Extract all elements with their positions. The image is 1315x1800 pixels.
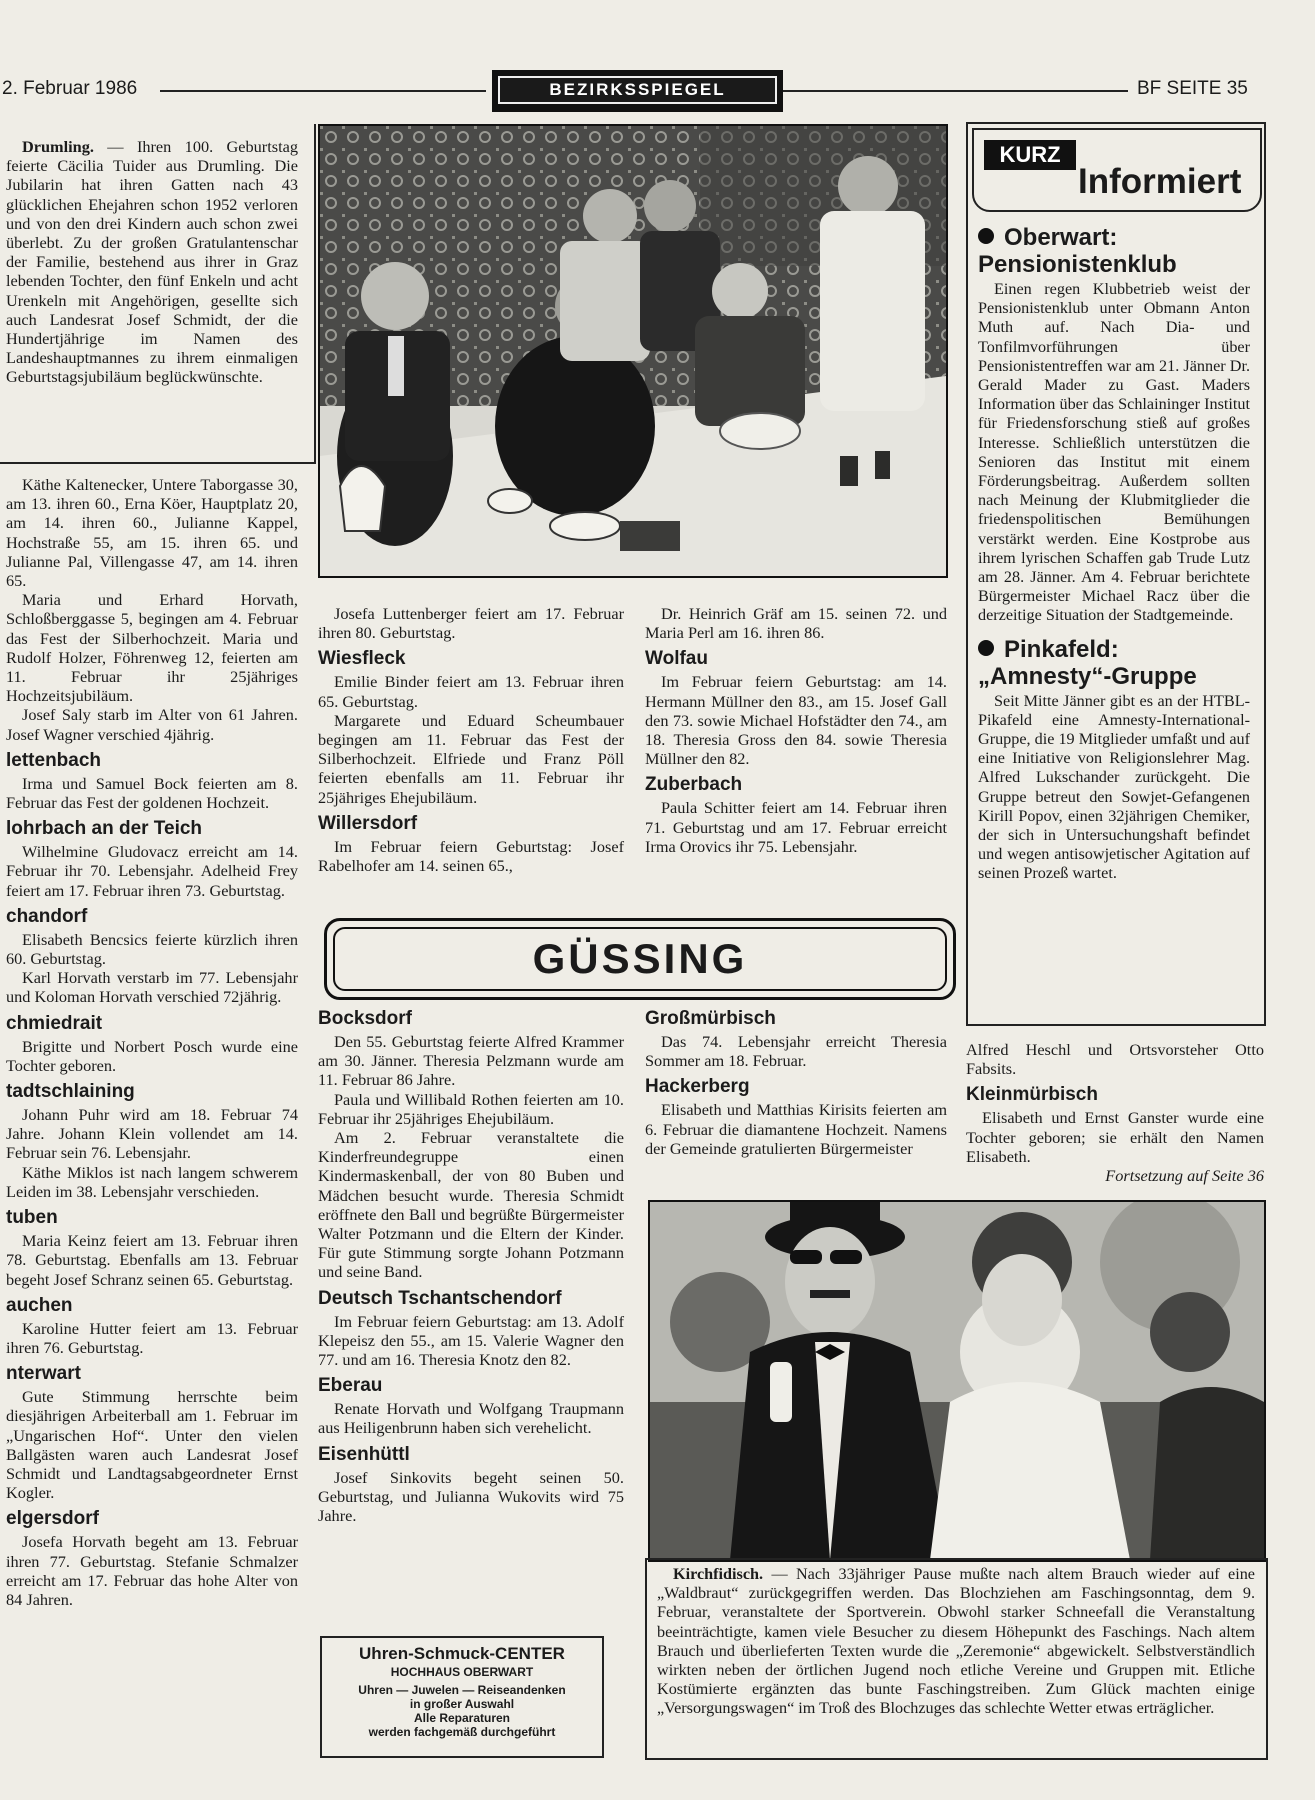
drumling-text: — Ihren 100. Geburtstag feierte Cäcilia Tuider aus Drumling. Die Jubilarin hat ihren Gatten nach 43 glücklichen Ehejahren schon 1952 verloren und von den drei Kindern auch schon zwei überlebt. Zu der großen Gratulantenschar der Familie, bestehend aus ihrer in Graz lebenden Tochter, den fünf Enkeln und acht Urenkeln mit Angehörigen, gesellte sich auch Landesrat Josef Schmidt, der die Hundertjährige im Namen des Landeshauptmannes zu ihrem einmaligen Geburtstagsjubiläum beglückwünschte.: [6, 137, 298, 387]
kurz-item-heading-1: Pinkafeld:: [1004, 635, 1119, 663]
section-paragraph: Elisabeth Bencsics feierte kürzlich ihren 60. Geburtstag.: [6, 929, 298, 969]
kurz-item-heading: [978, 636, 1250, 690]
left-intro-paragraph: Maria und Erhard Horvath, Schloßberggasse 5, begingen am 4. Februar das Fest der Silberhochzeit. Maria und Rudolf Holzer, Föhrenweg 12, feierten am 11. Februar ihr 25jähriges Hochzeitsjubiläum.: [6, 590, 298, 706]
section-heading: Zuberbach: [645, 774, 743, 796]
guessing-column-1: [318, 1008, 624, 1525]
section-paragraph: Paula und Willibald Rothen feierten am 10. Februar ihr 25jähriges Ehejubiläum.: [318, 1089, 624, 1128]
header-rule-left: [160, 90, 486, 92]
section-paragraph: Maria Keinz feiert am 13. Februar ihren 78. Geburtstag. Ebenfalls am 13. Februar begeht Josef Schranz seinen 65. Geburtstag.: [6, 1231, 298, 1289]
issue-date: 2. Februar 1986: [2, 78, 138, 99]
section-heading: chandorf: [6, 905, 88, 927]
section-banner: [492, 70, 783, 112]
birthday-photo-image: [320, 126, 946, 576]
kurz-logo-small: KURZ: [984, 140, 1076, 170]
guessing-title: GÜSSING: [333, 927, 947, 991]
bullet-icon: [978, 228, 994, 244]
kurz-item-heading-2: Pensionistenklub: [978, 251, 1177, 278]
guessing-column-3: [966, 1040, 1264, 1185]
left-intro-paragraph: Käthe Kaltenecker, Untere Taborgasse 30, am 13. ihren 60., Erna Köer, Hauptplatz 20, am 14. ihren 60., Julianne Kappel, Hochstraße 55, am 15. ihren 65. und Julianne Pal, Villengasse 47, am 14. ihren 65.: [6, 475, 298, 591]
section-heading: auchen: [6, 1294, 73, 1316]
section-paragraph: Das 74. Lebensjahr erreicht Theresia Sommer am 18. Februar.: [645, 1032, 947, 1071]
ad-subtitle: HOCHHAUS OBERWART: [390, 1665, 534, 1679]
waldbraut-photo: [648, 1200, 1266, 1562]
section-paragraph: Emilie Binder feiert am 13. Februar ihren 65. Geburtstag.: [318, 672, 624, 711]
section-paragraph: Im Februar feiern Geburtstag: am 14. Hermann Müllner den 83., am 15. Josef Gall den 73. sowie Michael Hofstädter den 74., am 18. Theresia Gross den 84. sowie Theresia Müllner den 82.: [645, 672, 947, 769]
section-heading: nterwart: [6, 1363, 81, 1385]
middle-intro: Josefa Luttenberger feiert am 17. Februar ihren 80. Geburtstag.: [318, 604, 624, 643]
section-heading: Wiesfleck: [318, 648, 406, 670]
guessing-banner: [324, 918, 956, 1000]
middle-top-text: [318, 604, 624, 875]
section-heading: Deutsch Tschantschendorf: [318, 1287, 562, 1309]
waldbraut-photo-image: [650, 1202, 1264, 1560]
photo-caption: [657, 1565, 1255, 1719]
kurz-item-text: Einen regen Klubbetrieb weist der Pensionistenklub unter Obmann Anton Muth auf. Nach Dia- und Tonfilmvorführungen über Pensionistentreffen war am 21. Jänner Dr. Gerald Mader zu Gast. Maders Information über das Schlaininger Institut für Friedensforschung stieß auf großes Interesse. Schließlich unterstützen die Senioren das Institut mit einem Förderungsbeitrag. Außerdem sollten nach Meinung der Klubmitglieder die friedenspolitischen Bemühungen verstärkt werden. Eine Kostprobe aus ihrem lyrischen Schaffen gab Trude Lutz am 28. Jänner. Am 4. Februar berichtete Bürgermeister Michael Racz über die derzeitige Situation der Stadtgemeinde.: [978, 280, 1250, 625]
caption-text: — Nach 33jähriger Pause mußte nach altem Brauch wieder auf eine „Waldbraut“ zurückgegriffen werden. Das Blochziehen am Faschingsonntag, dem 9. Februar, veranstaltete der Sportverein. Obwohl starker Schneefall die Veranstaltung beeinträchtigte, kamen viele Besucher zu diesem Höhepunkt des Faschings. Nach altem Brauch und überlieferten Texten wurde die „Zeremonie“ abgewickelt. Selbstverständlich wirkten neben der örtlichen Jugend noch etliche Vereine und Gruppen mit. Etliche Kostümierte ergänzten das bunte Faschingstreiben. Zum Glück machten einige „Versorgungswagen“ im Troß des Blochzuges das schlechte Wetter etwas erträglicher.: [657, 1565, 1255, 1718]
drumling-article: [6, 137, 298, 387]
page-label: BF SEITE 35: [1137, 78, 1248, 99]
section-paragraph: Wilhelmine Gludovacz erreicht am 14. Februar ihr 70. Lebensjahr. Adelheid Frey feiert am 17. Februar ihren 73. Geburtstag.: [6, 842, 298, 900]
section-paragraph: Am 2. Februar veranstaltete die Kinderfreundegruppe einen Kindermaskenball, der von 80 Buben und Mädchen besucht wurde. Theresia Schmidt eröffnete den Ball und begrüßte Bürgermeister Walter Potzmann und die Eltern der Kinder. Für gute Stimmung sorgte Johann Potzmann und seine Band.: [318, 1128, 624, 1282]
kurz-item-heading-1: Oberwart:: [1004, 224, 1118, 251]
section-paragraph: Josefa Horvath begeht am 13. Februar ihren 77. Geburtstag. Stefanie Schmalzer erreicht am 17. Februar das hohe Alter von 84 Jahren.: [6, 1532, 298, 1609]
kurz-item-heading: [978, 224, 1250, 278]
section-heading: Bocksdorf: [318, 1008, 412, 1029]
right-top-column: [645, 604, 947, 856]
right-intro: Dr. Heinrich Gräf am 15. seinen 72. und Maria Perl am 16. ihren 86.: [645, 604, 947, 643]
section-paragraph: Johann Puhr wird am 18. Februar 74 Jahre. Johann Klein vollendet am 14. Februar sein 76. Lebensjahr.: [6, 1105, 298, 1163]
section-paragraph: Irma und Samuel Bock feierten am 8. Februar das Fest der goldenen Hochzeit.: [6, 773, 298, 813]
ad-line: in großer Auswahl: [409, 1697, 515, 1711]
col3-intro: Alfred Heschl und Ortsvorsteher Otto Fabsits.: [966, 1040, 1264, 1079]
section-heading: Eberau: [318, 1375, 383, 1397]
drumling-rule: [0, 462, 315, 464]
birthday-photo: [318, 124, 948, 578]
kurz-logo-big: Informiert: [1078, 162, 1242, 201]
section-paragraph: Den 55. Geburtstag feierte Alfred Krammer am 30. Jänner. Theresia Pelzmann wurde am 11. Februar 86 Jahre.: [318, 1032, 624, 1090]
kurz-item-text: Seit Mitte Jänner gibt es an der HTBL-Pikafeld eine Amnesty-International-Gruppe, die 19 Mitglieder umfaßt und auf eine Initiative von Religionslehrer Mag. Alfred Lukschander zurückgeht. Die Gruppe betreut den Sowjet-Gefangenen Kirill Popov, einen 32jährigen Chemiker, der sich in Untersuchungshaft befindet und wegen antisowjetischer Agitation auf seinen Prozeß wartet.: [978, 691, 1250, 883]
ad-line: Uhren — Juwelen — Reiseandenken: [358, 1683, 566, 1697]
section-heading: lettenbach: [6, 749, 102, 771]
section-heading: Hackerberg: [645, 1076, 750, 1098]
section-paragraph: Käthe Miklos ist nach langem schwerem Leiden im 38. Lebensjahr verschieden.: [6, 1162, 298, 1201]
section-paragraph: Josef Sinkovits begeht seinen 50. Geburtstag, und Julianna Wukovits wird 75 Jahre.: [318, 1467, 624, 1526]
section-heading: elgersdorf: [6, 1508, 99, 1530]
guessing-column-2: [645, 1008, 947, 1158]
section-title: BEZIRKSSPIEGEL: [498, 76, 777, 104]
section-heading: Wolfau: [645, 648, 708, 670]
section-paragraph: Karoline Hutter feiert am 13. Februar ihren 76. Geburtstag.: [6, 1318, 298, 1357]
section-paragraph: Elisabeth und Ernst Ganster wurde eine Tochter geboren; sie erhält den Namen Elisabeth.: [966, 1108, 1264, 1166]
photo-caption-box: [645, 1558, 1268, 1760]
section-paragraph: Karl Horvath verstarb im 77. Lebensjahr und Koloman Horvath verschied 72jährig.: [6, 968, 298, 1007]
section-paragraph: Im Februar feiern Geburtstag: Josef Rabelhofer am 14. seinen 65.,: [318, 836, 624, 876]
header-rule-right: [783, 90, 1128, 92]
drumling-lead: Drumling.: [22, 137, 94, 156]
uhren-schmuck-ad: [320, 1636, 604, 1758]
drumling-side-rule: [314, 124, 316, 464]
section-heading: Willersdorf: [318, 812, 418, 834]
kurz-items: [978, 220, 1250, 884]
ad-line: Alle Reparaturen: [413, 1711, 511, 1725]
section-paragraph: Gute Stimmung herrschte beim diesjährigen Arbeiterball am 1. Februar im „Ungarischen Hof“. Unter den vielen Ballgästen waren auch Landesrat Josef Schmidt und Landtagsabgeordneter Ernst Kogler.: [6, 1387, 298, 1503]
section-heading: Eisenhüttl: [318, 1443, 410, 1465]
kurz-informiert-box: [966, 122, 1266, 1026]
caption-lead: Kirchfidisch.: [673, 1565, 764, 1583]
bullet-icon: [978, 640, 994, 656]
section-heading: lohrbach an der Teich: [6, 818, 203, 840]
section-paragraph: Renate Horvath und Wolfgang Traupmann aus Heiligenbrunn haben sich verehelicht.: [318, 1399, 624, 1438]
section-heading: chmiedrait: [6, 1012, 103, 1034]
section-paragraph: Elisabeth und Matthias Kirisits feierten am 6. Februar die diamantene Hochzeit. Namens der Gemeinde gratulierten Bürgermeister: [645, 1100, 947, 1158]
section-paragraph: Paula Schitter feiert am 14. Februar ihren 71. Geburtstag und am 17. Februar erreicht Irma Orovics ihr 75. Lebensjahr.: [645, 798, 947, 856]
section-heading: Großmürbisch: [645, 1008, 776, 1029]
section-heading: Kleinmürbisch: [966, 1084, 1098, 1106]
kurz-item-heading-2: „Amnesty“-Gruppe: [978, 662, 1197, 690]
section-paragraph: Margarete und Eduard Scheumbauer begingen am 11. Februar das Fest der Silberhochzeit. Elfriede und Franz Pöll feierten ebenfalls am 11. Februar ihr 25jähriges Ehejubiläum.: [318, 710, 624, 807]
section-heading: tuben: [6, 1207, 58, 1229]
section-heading: tadtschlaining: [6, 1081, 135, 1103]
continued-note: Fortsetzung auf Seite 36: [1105, 1166, 1264, 1186]
left-column: [6, 475, 298, 1609]
section-paragraph: Im Februar feiern Geburtstag: am 13. Adolf Klepeisz den 55., am 15. Valerie Wagner den 77. und am 16. Theresia Knotz den 82.: [318, 1311, 624, 1370]
ad-line: werden fachgemäß durchgeführt: [368, 1725, 556, 1739]
kurz-logo: [972, 128, 1262, 212]
ad-title: Uhren-Schmuck-CENTER: [359, 1644, 565, 1663]
left-intro-paragraph: Josef Saly starb im Alter von 61 Jahren. Josef Wagner verschied 4jährig.: [6, 705, 298, 744]
section-paragraph: Brigitte und Norbert Posch wurde eine Tochter geboren.: [6, 1036, 298, 1075]
